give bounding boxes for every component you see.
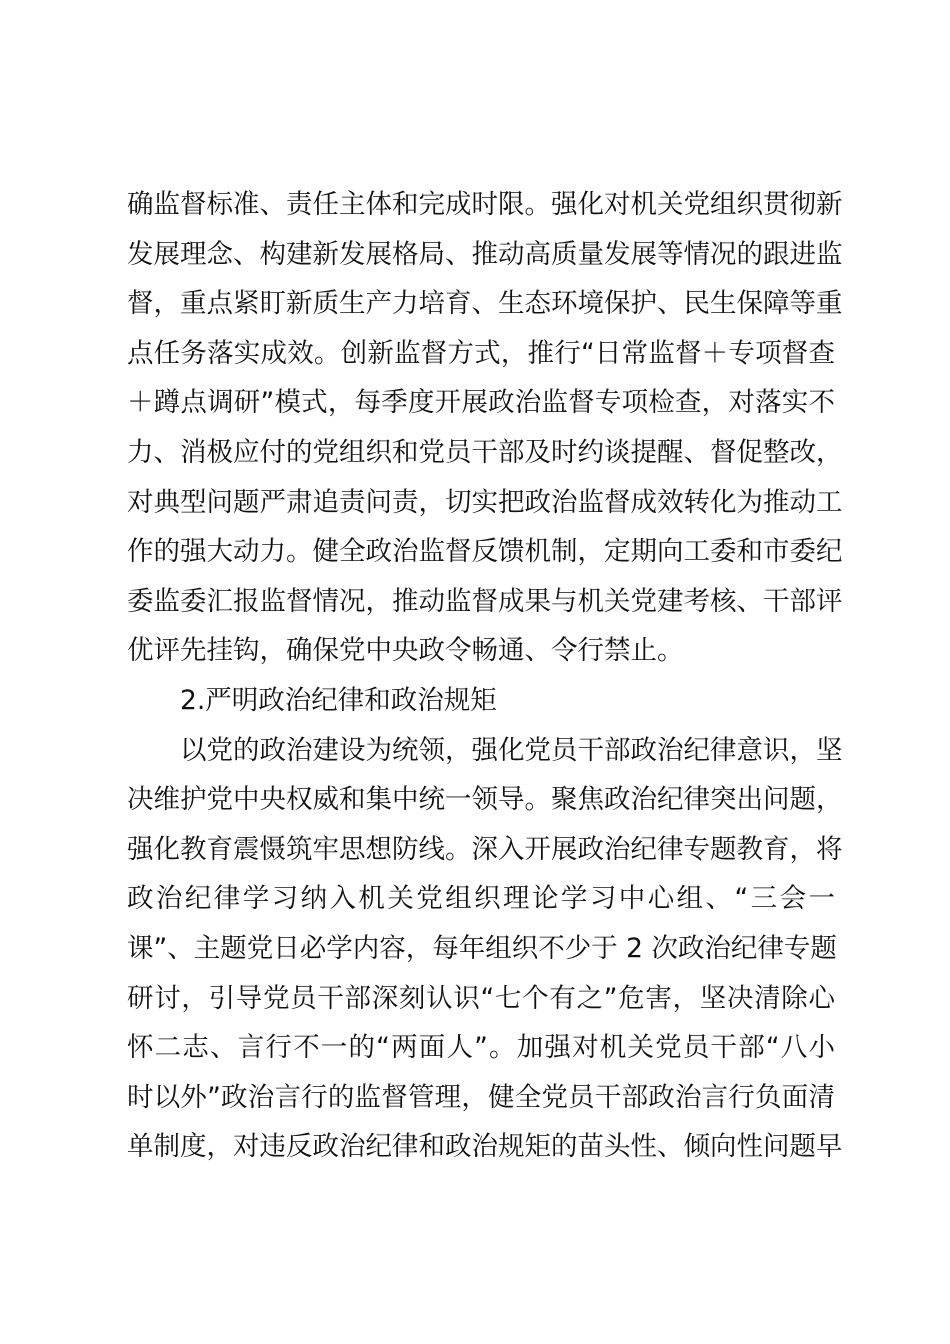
paragraph-political-supervision (127, 180, 843, 676)
text-line: 优评先挂钩，确保党中央政令畅通、令行禁止。 (127, 635, 684, 667)
text-line: 力、消极应付的党组织和党员干部及时约谈提醒、督促整改， (127, 436, 843, 468)
document-page (127, 180, 843, 1172)
text-line: 对典型问题严肃追责问责，切实把政治监督成效转化为推动工 (127, 486, 843, 518)
text-line: 决维护党中央权威和集中统一领导。聚焦政治纪律突出问题， (127, 784, 843, 816)
text-line: 发展理念、构建新发展格局、推动高质量发展等情况的跟进监 (127, 238, 843, 270)
text-line: 委监委汇报监督情况，推动监督成果与机关党建考核、干部评 (127, 585, 843, 617)
text-line: 督，重点紧盯新质生产力培育、生态环境保护、民生保障等重 (127, 288, 843, 320)
text-line: 确监督标准、责任主体和完成时限。强化对机关党组织贯彻新 (127, 189, 843, 220)
text-line: 课”、主题党日必学内容，每年组织不少于 2 次政治纪律专题 (127, 932, 837, 964)
text-line: ＋蹲点调研”模式，每季度开展政治监督专项检查，对落实不 (127, 387, 835, 419)
text-line: 单制度，对违反政治纪律和政治规矩的苗头性、倾向性问题早 (127, 1131, 843, 1163)
section-heading: 2.严明政治纪律和政治规矩 (180, 684, 497, 716)
text-line: 强化教育震慑筑牢思想防线。深入开展政治纪律专题教育，将 (127, 833, 843, 865)
text-line: 以党的政治建设为统领，强化党员干部政治纪律意识，坚 (180, 734, 843, 766)
text-line: 怀二志、言行不一的“两面人”。加强对机关党员干部“八小 (127, 1032, 835, 1064)
text-line: 研讨，引导党员干部深刻认识“七个有之”危害，坚决清除心 (127, 982, 835, 1014)
text-line: 时以外”政治言行的监督管理，健全党员干部政治言行负面清 (127, 1081, 835, 1113)
paragraph-political-discipline (127, 726, 843, 1172)
text-line: 点任务落实成效。创新监督方式，推行“日常监督＋专项督查 (127, 337, 835, 369)
text-line: 作的强大动力。健全政治监督反馈机制，定期向工委和市委纪 (127, 536, 843, 568)
text-line: 政治纪律学习纳入机关党组织理论学习中心组、“三会一 (127, 883, 835, 915)
